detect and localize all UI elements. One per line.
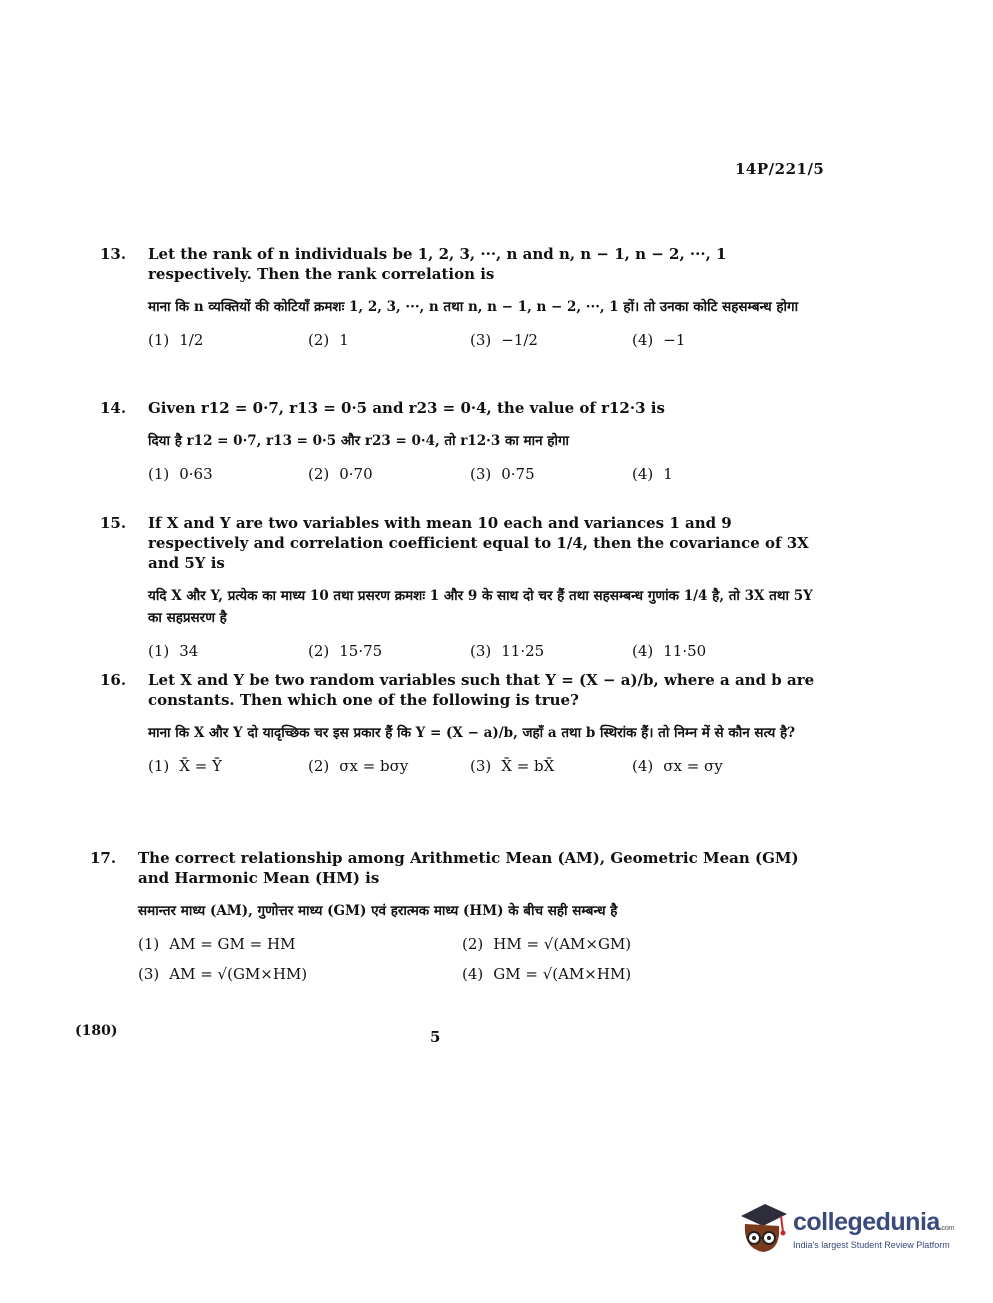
option-2: (2) σx = bσy [308, 757, 409, 775]
option-3: (3) 0·75 [470, 465, 535, 483]
question-number: 13. [100, 245, 127, 263]
options [100, 641, 820, 665]
question-text-hi: यदि X और Y, प्रत्येक का माध्य 10 तथा प्रसरण क्रमशः 1 और 9 के साथ दो चर हैं तथा सहसम्बन्ध गुणांक 1/4 है, तो 3X तथा 5Y का सहप्रसरण है [148, 588, 813, 626]
option-3: (3) AM = √(GM×HM) [138, 965, 308, 983]
question-number: 16. [100, 671, 127, 689]
page-number: 5 [430, 1028, 441, 1046]
paper-code: 14P/221/5 [735, 160, 825, 178]
option-1: (1) 1/2 [148, 331, 204, 349]
option-4: (4) −1 [632, 331, 686, 349]
option-3: (3) −1/2 [470, 331, 538, 349]
question-17 [90, 848, 810, 988]
question-text-en: The correct relationship among Arithmetic Mean (AM), Geometric Mean (GM) and Harmonic Mean (HM) is [138, 849, 799, 887]
question-text-hi: माना कि X और Y दो यादृच्छिक चर इस प्रकार हैं कि Y = (X − a)/b, जहाँ a तथा b स्थिरांक हैं। तो निम्न में से कौन सत्य है? [148, 725, 796, 741]
option-3: (3) X̄ = bX̄ [470, 757, 555, 775]
options [100, 464, 820, 488]
question-text-hi: दिया है r12 = 0·7, r13 = 0·5 और r23 = 0·4, तो r12·3 का मान होगा [148, 433, 570, 449]
option-4: (4) σx = σy [632, 757, 723, 775]
mascot-icon [735, 1198, 791, 1258]
footer-code: (180) [75, 1023, 118, 1039]
question-text-hi: समान्तर माध्य (AM), गुणोत्तर माध्य (GM) एवं हरात्मक माध्य (HM) के बीच सही सम्बन्ध है [138, 903, 618, 919]
logo-wordmark: collegedunia.com [793, 1208, 955, 1236]
options [100, 756, 820, 780]
logo-suffix: .com [939, 1225, 955, 1232]
option-1: (1) 34 [148, 642, 199, 660]
options [100, 330, 820, 354]
option-4: (4) 1 [632, 465, 673, 483]
question-16 [100, 670, 820, 780]
question-text-en: Let the rank of n individuals be 1, 2, 3, ···, n and n, n − 1, n − 2, ···, 1 respectively. Then the rank correlation is [148, 245, 727, 283]
logo-tagline: India's largest Student Review Platform [793, 1240, 950, 1250]
option-1: (1) X̄ = Ȳ [148, 757, 222, 775]
option-3: (3) 11·25 [470, 642, 545, 660]
question-number: 17. [90, 849, 117, 867]
question-14 [100, 398, 820, 488]
question-number: 15. [100, 514, 127, 532]
option-2: (2) 1 [308, 331, 349, 349]
option-4: (4) GM = √(AM×HM) [462, 965, 632, 983]
question-number: 14. [100, 399, 127, 417]
options-row-1 [90, 934, 810, 958]
collegedunia-logo [735, 1198, 965, 1258]
question-text-en: If X and Y are two variables with mean 10 each and variances 1 and 9 respectively and correlation coefficient equal to 1/4, then the covariance of 3X and 5Y is [148, 514, 809, 572]
option-1: (1) AM = GM = HM [138, 935, 296, 953]
option-2: (2) 0·70 [308, 465, 373, 483]
option-2: (2) HM = √(AM×GM) [462, 935, 632, 953]
question-text-hi: माना कि n व्यक्तियों की कोटियाँ क्रमशः 1, 2, 3, ···, n तथा n, n − 1, n − 2, ···, 1 हों। तो उनका कोटि सहसम्बन्ध होगा [148, 299, 799, 315]
question-13 [100, 244, 820, 354]
option-4: (4) 11·50 [632, 642, 707, 660]
question-text-en: Given r12 = 0·7, r13 = 0·5 and r23 = 0·4, the value of r12·3 is [148, 399, 665, 417]
options-row-2 [90, 964, 810, 988]
option-2: (2) 15·75 [308, 642, 383, 660]
option-1: (1) 0·63 [148, 465, 213, 483]
question-15 [100, 513, 820, 665]
question-text-en: Let X and Y be two random variables such that Y = (X − a)/b, where a and b are constants. Then which one of the following is true? [148, 671, 815, 709]
